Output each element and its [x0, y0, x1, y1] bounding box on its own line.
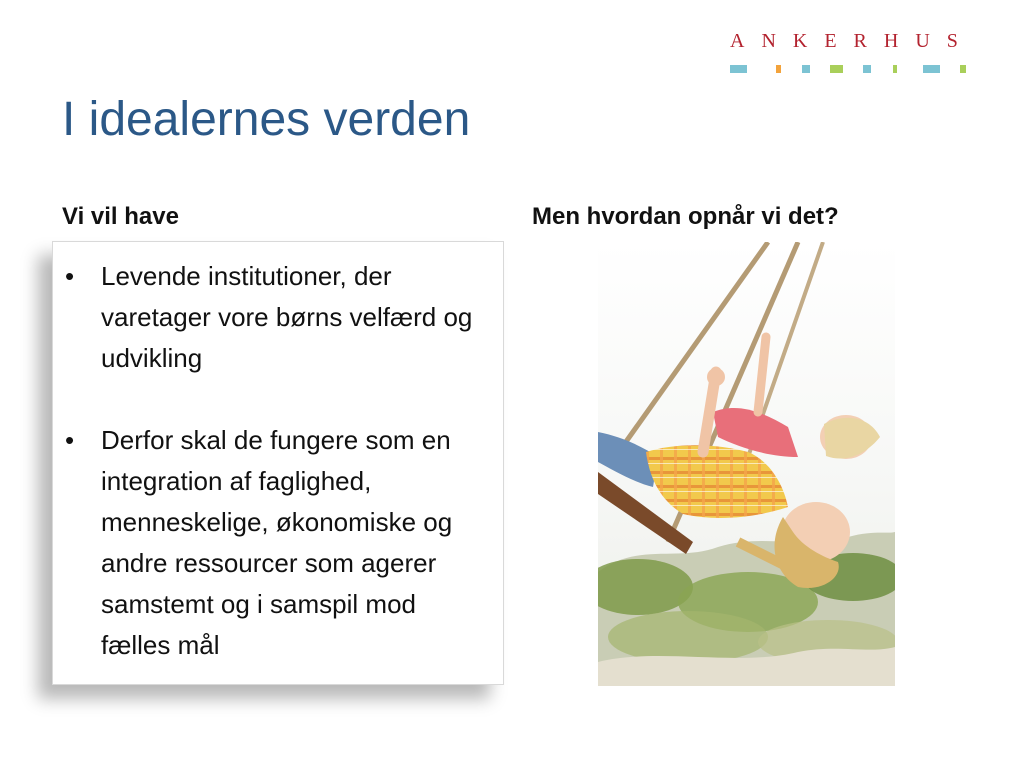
logo-bar	[960, 65, 966, 73]
bullet-item	[63, 256, 477, 379]
bullet-marker: •	[65, 261, 75, 291]
logo-bar	[893, 65, 897, 73]
bullet-marker: •	[65, 425, 75, 455]
bullet-list	[53, 242, 503, 666]
logo-bar	[923, 65, 940, 73]
ankerhus-logo	[730, 30, 975, 78]
logo-bar	[730, 65, 747, 73]
bullet-text: Levende institutioner, der varetager vore børns velfærd og udvikling	[101, 261, 473, 373]
logo-bar	[830, 65, 843, 73]
logo-bar	[863, 65, 871, 73]
logo-text: ANKERHUS	[730, 30, 975, 52]
right-column-heading: Men hvordan opnår vi det?	[532, 203, 839, 230]
slide-title: I idealernes verden	[62, 93, 471, 146]
logo-bar	[776, 65, 781, 73]
bullet-item	[63, 420, 477, 666]
bullet-text: Derfor skal de fungere som en integration af faglighed, menneskelige, økonomiske og andre ressourcer som agerer samstemt og i samspil mod fælles mål	[101, 425, 453, 660]
bullet-text-box	[52, 241, 504, 685]
logo-bar	[802, 65, 810, 73]
swing-illustration	[598, 242, 895, 686]
logo-color-bars	[730, 65, 975, 73]
children-on-swing-photo	[598, 242, 895, 686]
left-column-heading: Vi vil have	[62, 203, 179, 230]
